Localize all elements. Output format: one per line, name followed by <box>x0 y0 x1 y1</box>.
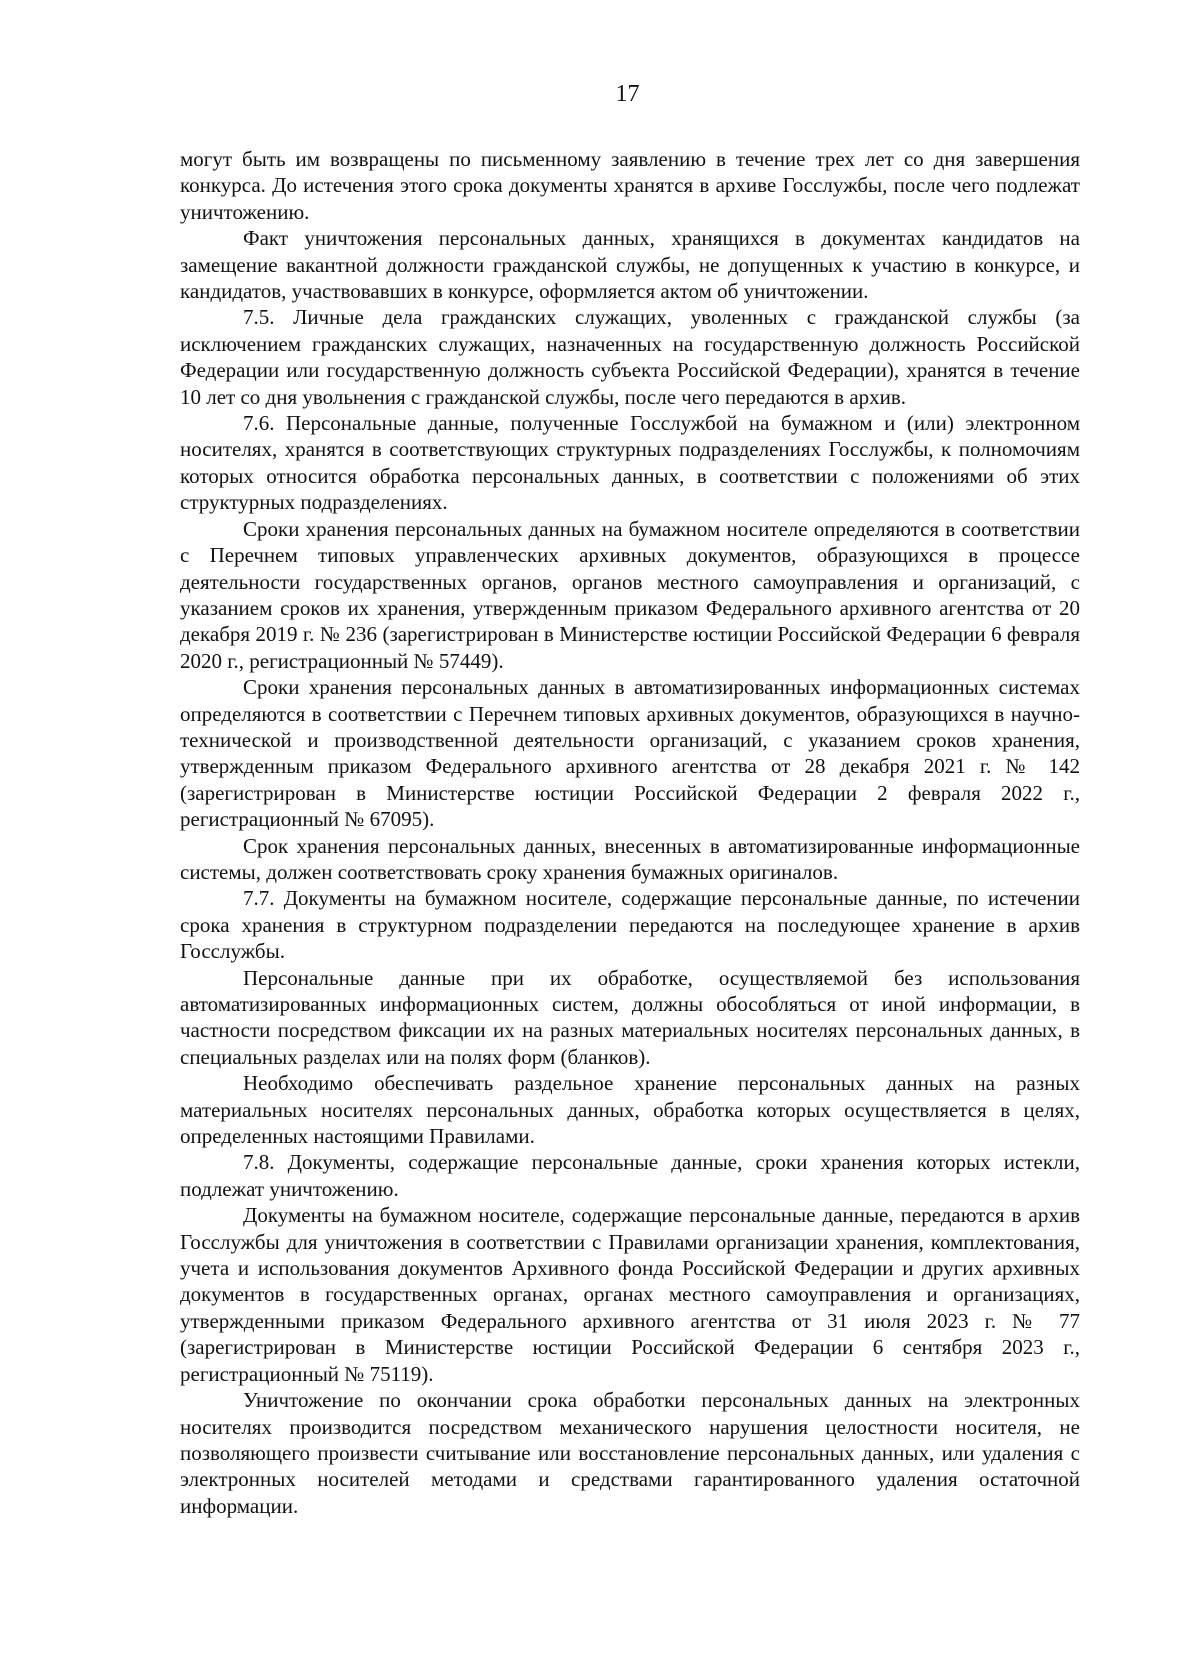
paragraph: Сроки хранения персональных данных на бумажном носителе определяются в соответствии с Перечнем типовых управленческих архивных документов, образующихся в процессе деятельности государственных органов, органов местного самоуправления и организаций, с указанием сроков их хранения, утвержденным приказом Федерального архивного агентства от 20 декабря 2019 г. № 236 (зарегистрирован в Министерстве юстиции Российской Федерации 6 февраля 2020 г., регистрационный № 57449). <box>180 516 1080 673</box>
page-number: 17 <box>615 81 640 107</box>
paragraph: Необходимо обеспечивать раздельное хранение персональных данных на разных материальных носителях персональных данных, обработка которых осуществляется в целях, определенных настоящими Правилами. <box>180 1071 1080 1149</box>
body-text <box>180 146 1080 1519</box>
paragraph-section-7-8: 7.8. Документы, содержащие персональные данные, сроки хранения которых истекли, подлежат уничтожению. <box>180 1150 1080 1201</box>
paragraph-section-7-7: 7.7. Документы на бумажном носителе, содержащие персональные данные, по истечении срока хранения в структурном подразделении передаются на последующее хранение в архив Госслужбы. <box>180 886 1080 964</box>
paragraph: могут быть им возвращены по письменному заявлению в течение трех лет со дня завершения конкурса. До истечения этого срока документы хранятся в архиве Госслужбы, после чего подлежат уничтожению. <box>180 147 1080 224</box>
paragraph-section-7-6: 7.6. Персональные данные, полученные Госслужбой на бумажном и (или) электронном носителях, хранятся в соответствующих структурных подразделениях Госслужбы, к полномочиям которых относится обработка персональных данных, в соответствии с положениями об этих структурных подразделениях. <box>180 411 1080 515</box>
paragraph: Срок хранения персональных данных, внесенных в автоматизированные информационные системы, должен соответствовать сроку хранения бумажных оригиналов. <box>180 833 1080 884</box>
paragraph: Документы на бумажном носителе, содержащие персональные данные, передаются в архив Госслужбы для уничтожения в соответствии с Правилами организации хранения, комплектования, учета и использования документов Архивного фонда Российской Федерации и других архивных документов в государственных органах, органах местного самоуправления и организациях, утвержденными приказом Федерального архивного агентства от 31 июля 2023 г. № 77 (зарегистрирован в Министерстве юстиции Российской Федерации 6 сентября 2023 г., регистрационный № 75119). <box>180 1203 1080 1386</box>
paragraph: Сроки хранения персональных данных в автоматизированных информационных системах определяются в соответствии с Перечнем типовых архивных документов, образующихся в научно-технической и производственной деятельности организаций, с указанием сроков хранения, утвержденным приказом Федерального архивного агентства от 28 декабря 2021 г. № 142 (зарегистрирован в Министерстве юстиции Российской Федерации 2 февраля 2022 г., регистрационный № 67095). <box>180 675 1080 832</box>
paragraph: Факт уничтожения персональных данных, хранящихся в документах кандидатов на замещение вакантной должности гражданской службы, не допущенных к участию в конкурсе, и кандидатов, участвовавших в конкурсе, оформляется актом об уничтожении. <box>180 226 1080 304</box>
paragraph: Уничтожение по окончании срока обработки персональных данных на электронных носителях производится посредством механического нарушения целостности носителя, не позволяющего произвести считывание или восстановление персональных данных, или удаления с электронных носителей методами и средствами гарантированного удаления остаточной информации. <box>180 1388 1080 1518</box>
paragraph-section-7-5: 7.5. Личные дела гражданских служащих, уволенных с гражданской службы (за исключением гражданских служащих, назначенных на государственную должность Российской Федерации или государственную должность субъекта Российской Федерации), хранятся в течение 10 лет со дня увольнения с гражданской службы, после чего передаются в архив. <box>180 305 1080 409</box>
paragraph: Персональные данные при их обработке, осуществляемой без использования автоматизированных информационных систем, должны обособляться от иной информации, в частности посредством фиксации их на разных материальных носителях персональных данных, в специальных разделах или на полях форм (бланков). <box>180 965 1080 1069</box>
